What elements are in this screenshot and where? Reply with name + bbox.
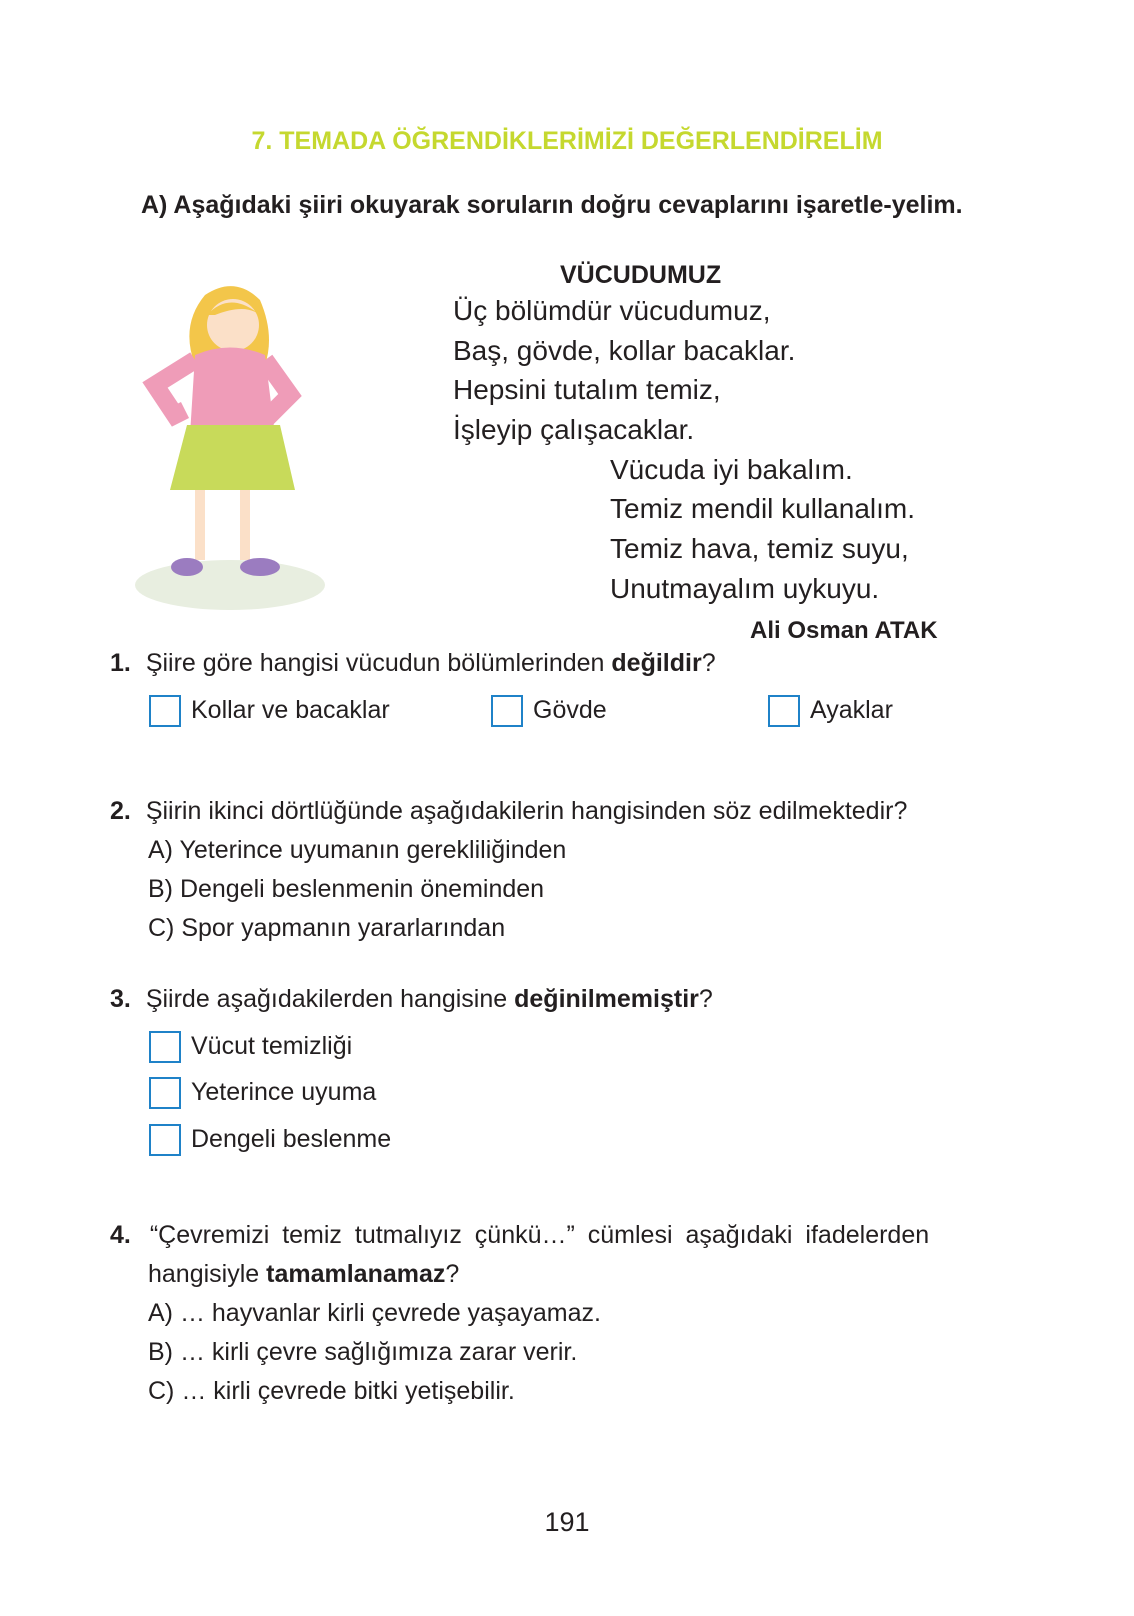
- poem-line: Temiz hava, temiz suyu,: [610, 533, 909, 564]
- poem-line: Temiz mendil kullanalım.: [610, 493, 915, 524]
- question-emphasis: değildir: [611, 649, 702, 677]
- question-emphasis: tamamlanamaz: [266, 1260, 446, 1288]
- question-emphasis: değinilmemiştir: [514, 985, 699, 1013]
- poem-line: Vücuda iyi bakalım.: [610, 454, 853, 485]
- page-number: 191: [544, 1507, 590, 1537]
- poem-author: Ali Osman ATAK: [750, 617, 938, 644]
- question-3: [110, 986, 713, 1014]
- poem-title: VÜCUDUMUZ: [560, 261, 722, 289]
- question-4: [110, 1222, 929, 1250]
- option-label: Dengeli beslenme: [191, 1125, 392, 1153]
- question-4-cont: [148, 1261, 459, 1289]
- question-number: 3.: [110, 985, 131, 1013]
- page-title: 7. TEMADA ÖĞRENDİKLERİMİZİ DEĞERLENDİRELİM: [251, 127, 883, 155]
- answer-option[interactable]: C) Spor yapmanın yararlarından: [148, 914, 506, 942]
- option-label: Kollar ve bacaklar: [191, 696, 390, 724]
- question-text: hangisiyle: [148, 1260, 267, 1288]
- option-label: Yeterince uyuma: [191, 1078, 377, 1106]
- poem-line: Baş, gövde, kollar bacaklar.: [453, 335, 796, 366]
- answer-option[interactable]: A) … hayvanlar kirli çevrede yaşayamaz.: [148, 1299, 601, 1327]
- question-number: 1.: [110, 649, 131, 677]
- poem-line: İşleyip çalışacaklar.: [453, 414, 695, 445]
- question-text: Şiirde aşağıdakilerden hangisine: [145, 985, 515, 1013]
- question-mark: ?: [445, 1260, 460, 1288]
- poem-line: Üç bölümdür vücudumuz,: [453, 295, 771, 326]
- question-text: “Çevremizi temiz tutmalıyız çünkü…” cümlesi aşağıdaki ifadelerden: [149, 1221, 930, 1249]
- option-label: Ayaklar: [810, 696, 893, 724]
- question-1: [110, 650, 716, 678]
- answer-option[interactable]: B) … kirli çevre sağlığımıza zarar verir.: [148, 1338, 578, 1366]
- question-number: 2.: [110, 797, 131, 825]
- question-text: Şiirin ikinci dörtlüğünde aşağıdakilerin hangisinden söz edilmektedir?: [145, 797, 908, 825]
- checkbox-option[interactable]: [491, 695, 523, 727]
- option-label: Gövde: [533, 696, 607, 724]
- question-mark: ?: [698, 985, 713, 1013]
- girl-illustration: [125, 275, 345, 615]
- checkbox-option[interactable]: [149, 1124, 181, 1156]
- answer-option[interactable]: B) Dengeli beslenmenin öneminden: [148, 875, 545, 903]
- question-mark: ?: [701, 649, 716, 677]
- checkbox-option[interactable]: [768, 695, 800, 727]
- question-text: Şiire göre hangisi vücudun bölümlerinden: [145, 649, 612, 677]
- poem-line: Unutmayalım uykuyu.: [610, 573, 880, 604]
- instruction: A) Aşağıdaki şiiri okuyarak soruların doğru cevaplarını işaretle-yelim.: [141, 191, 963, 219]
- answer-option[interactable]: C) … kirli çevrede bitki yetişebilir.: [148, 1377, 515, 1405]
- checkbox-option[interactable]: [149, 1031, 181, 1063]
- checkbox-option[interactable]: [149, 1077, 181, 1109]
- question-2: [110, 798, 907, 826]
- poem-line: Hepsini tutalım temiz,: [453, 374, 721, 405]
- question-number: 4.: [110, 1221, 131, 1249]
- checkbox-option[interactable]: [149, 695, 181, 727]
- option-label: Vücut temizliği: [191, 1032, 353, 1060]
- answer-option[interactable]: A) Yeterince uyumanın gerekliliğinden: [148, 836, 567, 864]
